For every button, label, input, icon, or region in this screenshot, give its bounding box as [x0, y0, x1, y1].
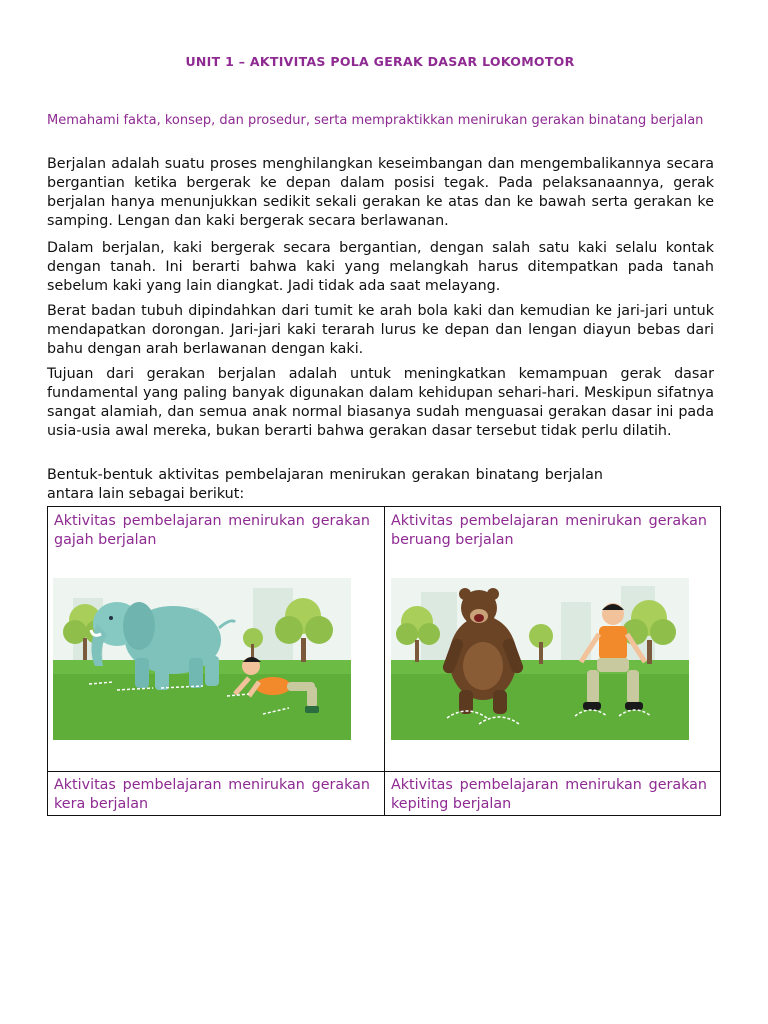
table-divider-vertical [384, 507, 385, 815]
paragraph-5: Bentuk-bentuk aktivitas pembelajaran menirukan gerakan binatang berjalan antara lain sebagai berikut: [47, 467, 603, 502]
elephant-walk-illustration [53, 578, 351, 740]
cell-elephant-walk: Aktivitas pembelajaran menirukan gerakan gajah berjalan [54, 513, 370, 548]
paragraph-1: Berjalan adalah suatu proses menghilangkan keseimbangan dan mengembalikannya secara bergantian ketika bergerak ke depan dalam posisi tegak. Pada pelaksanaannya, gerak berjalan hanya menunjukkan sedikit sekali gerakan ke atas dan ke bawah serta gerakan ke samping. Lengan dan kaki bergerak secara berlawanan. [47, 156, 714, 229]
paragraph-3: Berat badan tubuh dipindahkan dari tumit ke arah bola kaki dan kemudian ke jari-jari untuk mendapatkan dorongan. Jari-jari kaki terarah lurus ke depan dan lengan diayun bebas dari bahu dengan arah berlawanan dengan kaki. [47, 303, 714, 357]
learning-objective: Memahami fakta, konsep, dan prosedur, serta mempraktikkan menirukan gerakan binatang berjalan [47, 113, 704, 128]
cell-bear-walk: Aktivitas pembelajaran menirukan gerakan beruang berjalan [391, 513, 707, 548]
activities-table [47, 506, 721, 816]
cell-monkey-walk: Aktivitas pembelajaran menirukan gerakan kera berjalan [54, 777, 370, 812]
bear-walk-illustration [391, 578, 689, 740]
table-divider-horizontal [48, 771, 720, 772]
cell-crab-walk: Aktivitas pembelajaran menirukan gerakan kepiting berjalan [391, 777, 707, 812]
paragraph-4: Tujuan dari gerakan berjalan adalah untuk meningkatkan kemampuan gerak dasar fundamental yang paling banyak digunakan dalam kehidupan sehari-hari. Meskipun sifatnya sangat alamiah, dan semua anak normal biasanya sudah menguasai gerakan dasar ini pada usia-usia awal mereka, bukan berarti bahwa gerakan dasar tersebut tidak perlu dilatih. [47, 366, 714, 439]
page-title: UNIT 1 – AKTIVITAS POLA GERAK DASAR LOKOMOTOR [185, 54, 575, 69]
paragraph-2: Dalam berjalan, kaki bergerak secara bergantian, dengan salah satu kaki selalu kontak dengan tanah. Ini berarti bahwa kaki yang melangkah harus ditempatkan pada tanah sebelum kaki yang lain diangkat. Jadi tidak ada saat melayang. [47, 240, 714, 294]
